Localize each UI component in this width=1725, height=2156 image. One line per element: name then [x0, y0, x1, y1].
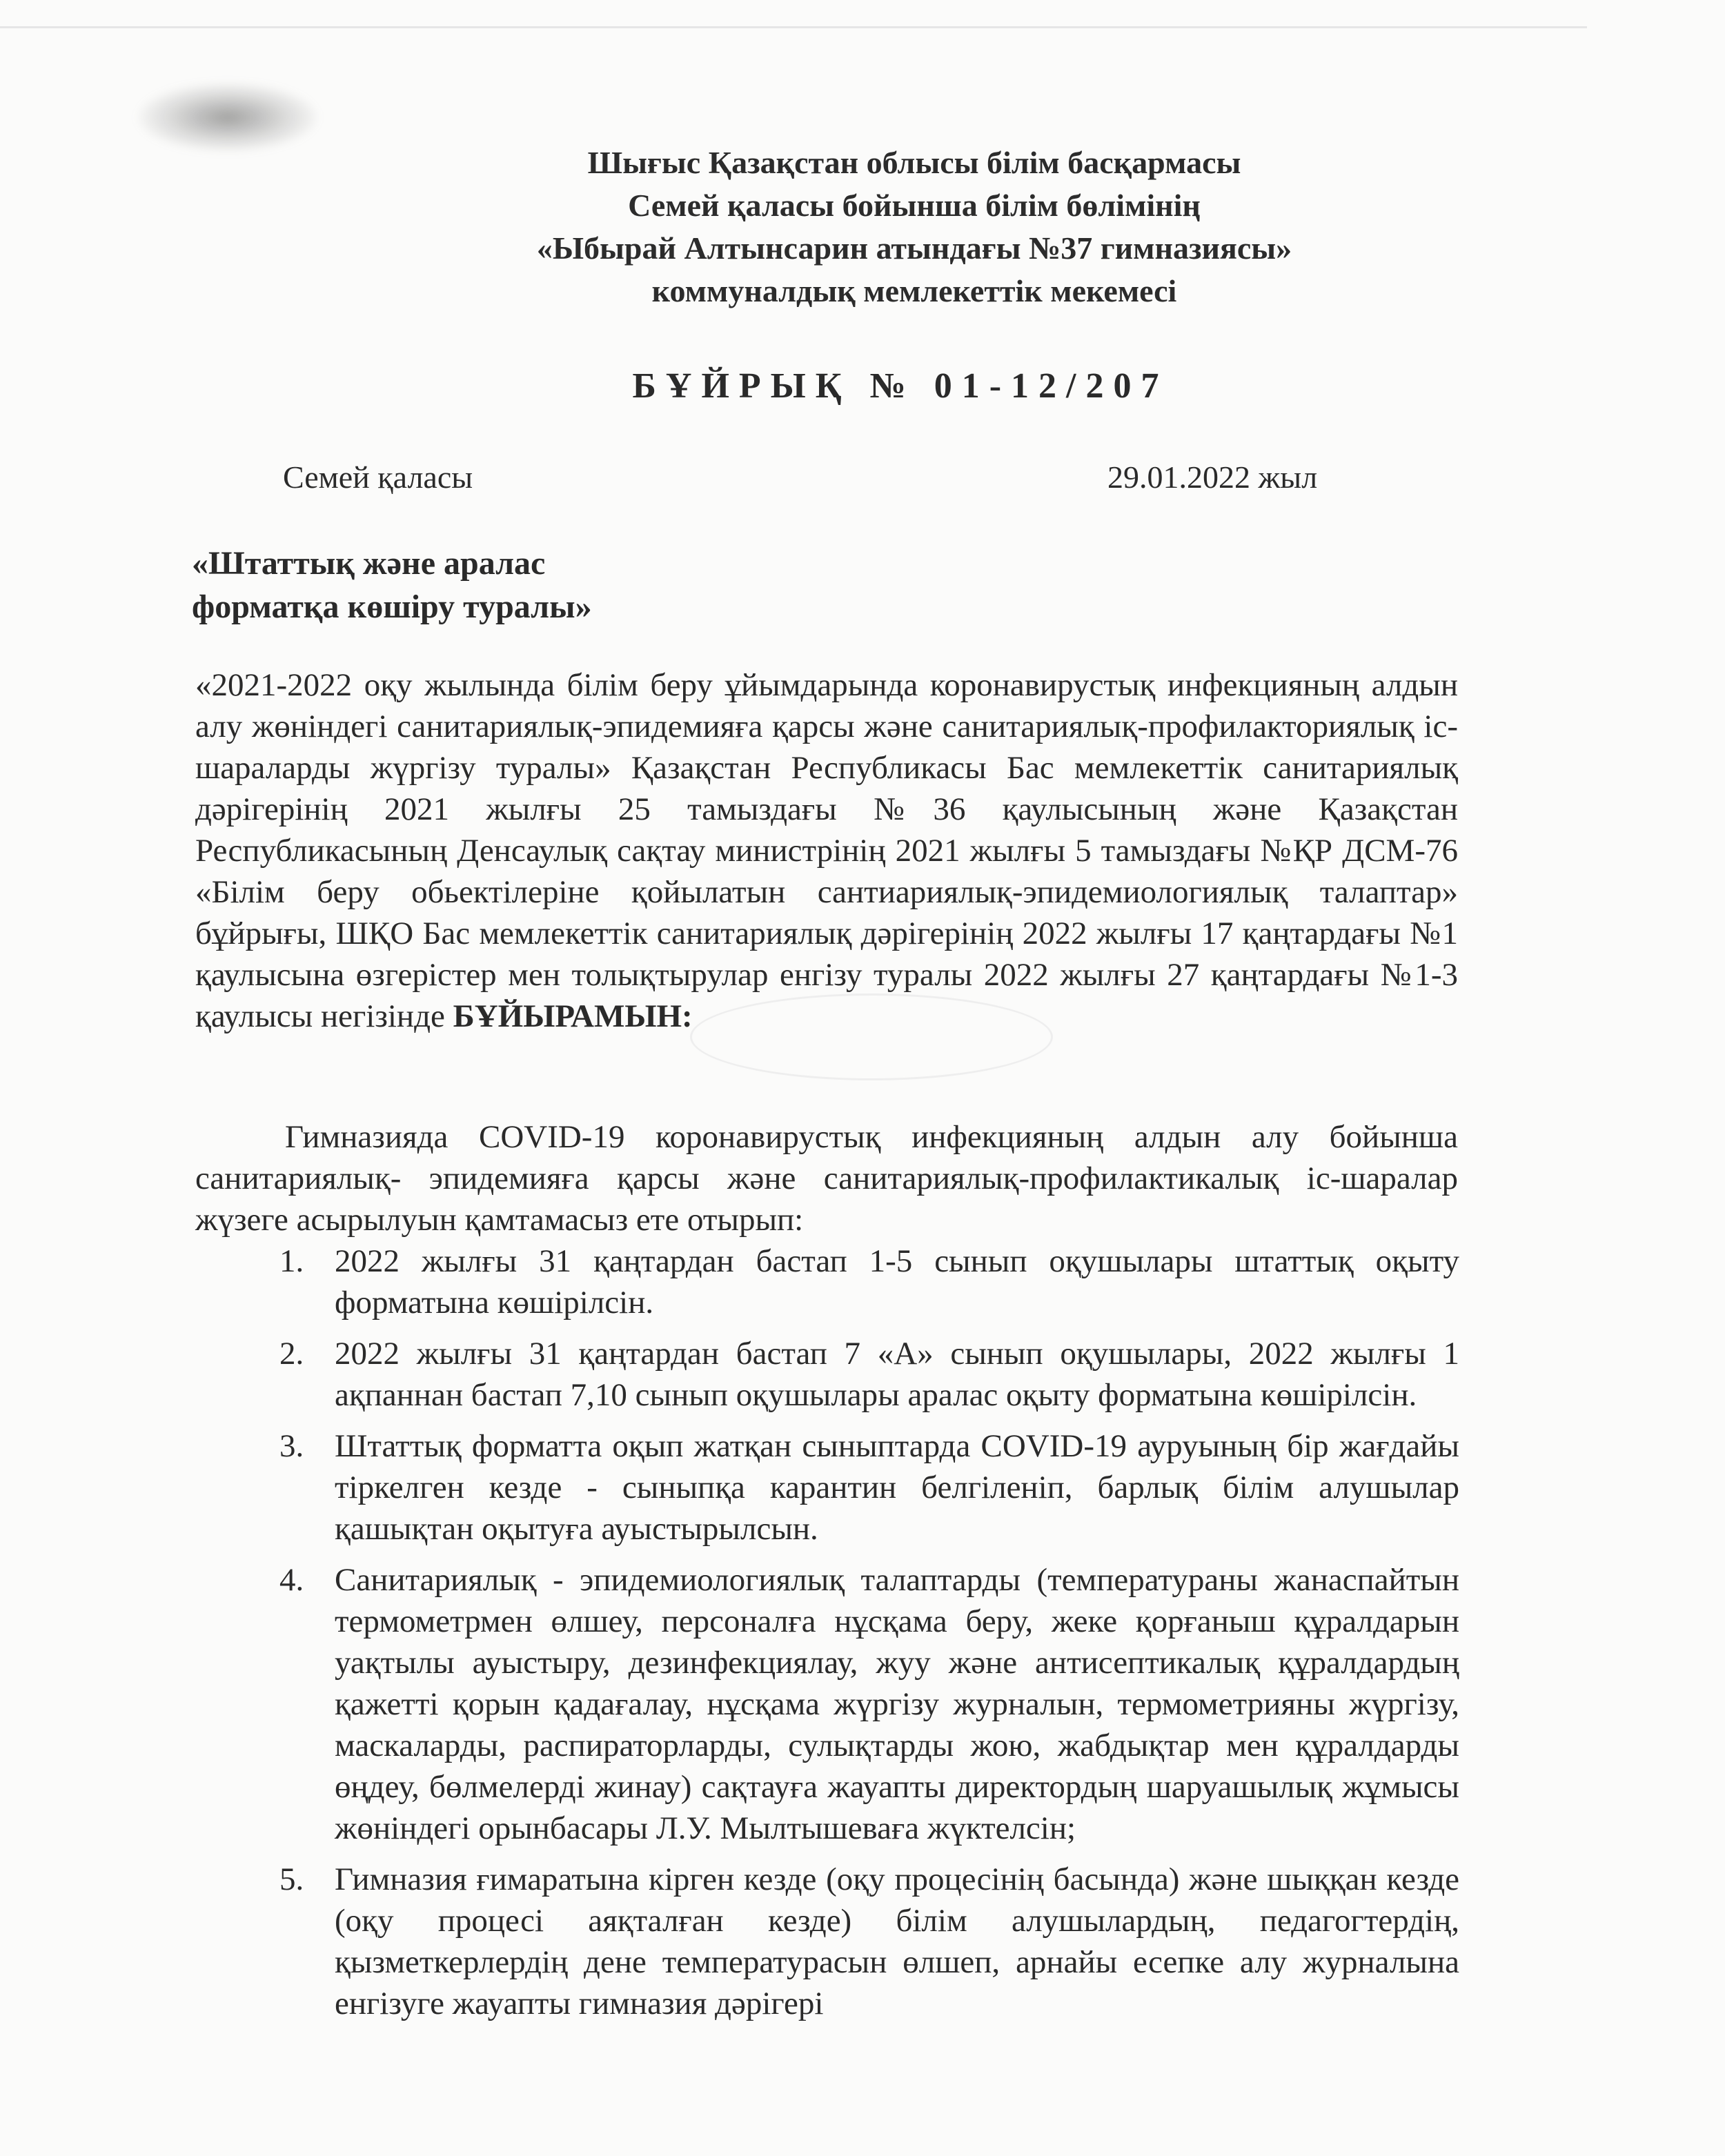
header-line-3: «Ыбырай Алтынсарин атындағы №37 гимназиясы» [536, 230, 1292, 266]
list-item [279, 1559, 1459, 1849]
subject-line-2: форматқа көшіру туралы» [192, 589, 592, 625]
item-text: Гимназия ғимаратына кірген кезде (оқу процесінің басында) және шыққан кезде (оқу процесі аяқталған кезде) білім алушылардың, педагогтердің, қызметкерлердің дене температурасын өлшеп, арнайы есепке алу журналына енгізуге жауапты гимназия дәрігері [335, 1861, 1459, 2021]
item-number: 4. [279, 1562, 304, 1598]
scan-edge [0, 0, 1587, 28]
order-word: БҰЙЫРАМЫН: [453, 998, 693, 1034]
item-text: Санитариялық - эпидемиологиялық талаптарды (температураны жанаспайтын термометрмен өлшеу, персоналға нұсқама беру, жеке қорғаныш құралдарын уақтылы ауыстыру, дезинфекциялау, жуу және антисептикалық құралдардың қажетті қорын қадағалау, нұсқама жүргізу журналын, термометрияны жүргізу, маскаларды, распираторларды, сулықтарды жою, жабдықтар мен құралдарды өңдеу, бөлмелерді жинау) сақтауға жауапты директордың шаруашылық жұмысы жөніндегі орынбасары Л.У. Мылтышеваға жүктелсін; [335, 1562, 1459, 1846]
order-subject [192, 542, 592, 629]
list-item [279, 1333, 1459, 1416]
header-line-2: Семей қаласы бойынша білім бөлімінің [628, 188, 1201, 223]
item-text: 2022 жылғы 31 қаңтардан бастап 7 «А» сынып оқушылары, 2022 жылғы 1 ақпаннан бастап 7,10 сынып оқушылары аралас оқыту форматына көшірілсін. [335, 1336, 1459, 1413]
item-text: Штаттық форматта оқып жатқан сыныптарда COVID-19 ауруының бір жағдайы тіркелген кезде - сыныпқа карантин белгіленіп, барлық білім алушылар қашықтан оқытуға ауыстырылсын. [335, 1428, 1459, 1547]
list-item [279, 1859, 1459, 2024]
item-number: 3. [279, 1428, 304, 1464]
city-label: Семей қаласы [283, 459, 473, 495]
institution-header [0, 141, 1725, 313]
list-item [279, 1240, 1459, 1323]
item-number: 5. [279, 1861, 304, 1897]
order-title: БҰЙРЫҚ № 01-12/207 [632, 366, 1169, 406]
intro-paragraph [195, 664, 1458, 1037]
faint-stamp-mark [690, 993, 1053, 1080]
subject-line-1: «Штаттық және аралас [192, 545, 546, 582]
order-items-list [279, 1240, 1459, 2034]
header-line-1: Шығыс Қазақстан облысы білім басқармасы [587, 145, 1241, 180]
item-text: 2022 жылғы 31 қаңтардан бастап 1-5 сынып оқушылары штаттық оқыту форматына көшірілсін. [335, 1243, 1459, 1321]
order-date: 29.01.2022 жыл [1107, 459, 1318, 495]
lead-paragraph: Гимназияда COVID-19 коронавирустық инфекцияның алдын алу бойынша санитариялық- эпидемияға қарсы және санитариялық-профилактикалық іс-шаралар жүзеге асырылуын қамтамасыз ете отырып: [195, 1119, 1458, 1238]
item-number: 1. [279, 1243, 304, 1279]
header-line-4: коммуналдық мемлекеттік мекемесі [651, 273, 1177, 308]
item-number: 2. [279, 1336, 304, 1372]
intro-text: «2021-2022 оқу жылында білім беру ұйымдарында коронавирустық инфекцияның алдын алу жөніндегі санитариялық-эпидемияға қарсы және санитариялық-профилакториялық іс-шараларды жүргізу туралы» Қазақстан Республикасы Бас мемлекеттік санитариялық дәрігерінің 2021 жылғы 25 тамыздағы №36 қаулысының және Қазақстан Республикасының Денсаулық сақтау министрінің 2021 жылғы 5 тамыздағы №ҚР ДСМ-76 «Білім беру обьектілеріне қойылатын сантиариялық-эпидемиологиялық талаптар» бұйрығы, ШҚО Бас мемлекеттік санитариялық дәрігерінің 2022 жылғы 17 қаңтардағы №1 қаулысына өзгерістер мен толықтырулар енгізу туралы 2022 жылғы 27 қаңтардағы №1-3 қаулысы негізінде [195, 667, 1458, 1034]
list-item [279, 1425, 1459, 1550]
